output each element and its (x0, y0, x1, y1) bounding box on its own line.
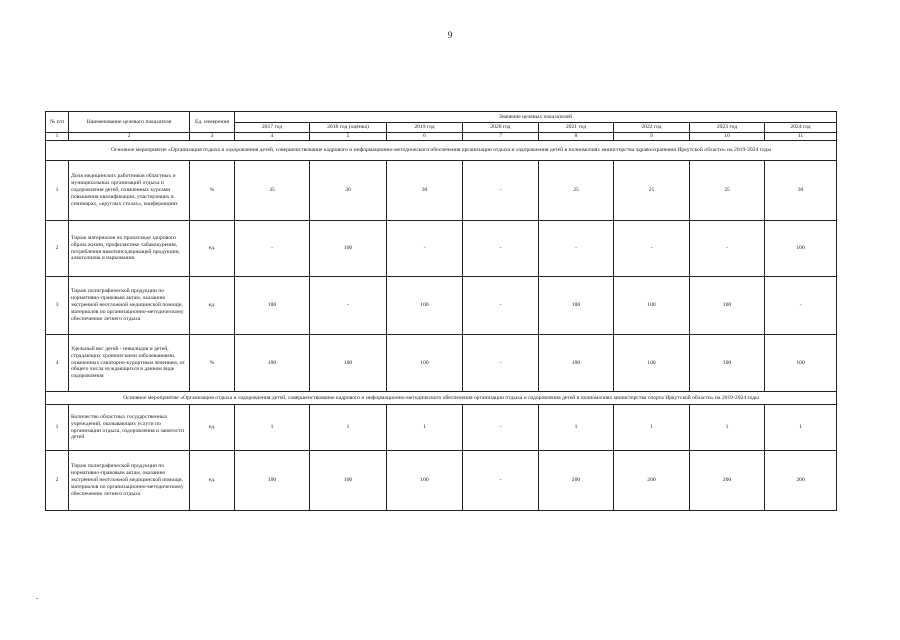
value-cell: 30 (765, 161, 837, 221)
value-cell: 100 (235, 335, 310, 392)
table-row (46, 277, 837, 335)
table-row (46, 451, 837, 511)
header-name: Наименование целевого показателя (69, 112, 190, 133)
value-cell: 25 (539, 161, 614, 221)
value-cell: - (310, 277, 387, 335)
value-cell: - (463, 161, 539, 221)
unit-cell: ед. (190, 277, 235, 335)
value-cell: 100 (539, 277, 614, 335)
header-unit: Ед. измерения (190, 112, 235, 133)
value-cell: 100 (310, 335, 387, 392)
value-cell: - (235, 221, 310, 277)
value-cell: 1 (614, 405, 690, 451)
column-number: 9 (614, 133, 690, 141)
row-num: 2 (46, 451, 69, 511)
value-cell: 200 (539, 451, 614, 511)
value-cell: 35 (235, 161, 310, 221)
indicator-name: Тираж полиграфической продукции по нормативно-правовым актам, оказанию экстренной неотложной медицинской помощи, материалов по организационно-методическому обеспечению летнего отдыха (69, 277, 190, 335)
column-number: 3 (190, 133, 235, 141)
table-row (46, 161, 837, 221)
value-cell: 30 (310, 161, 387, 221)
column-number: 1 (46, 133, 69, 141)
row-num: 3 (46, 277, 69, 335)
section-row (46, 392, 837, 405)
value-cell: 100 (235, 277, 310, 335)
column-number: 11 (765, 133, 837, 141)
section-row (46, 141, 837, 161)
table-row (46, 335, 837, 392)
row-num: 1 (46, 405, 69, 451)
value-cell: 100 (387, 451, 463, 511)
header-year: 2018 год (оценка) (310, 123, 387, 133)
value-cell: 100 (387, 277, 463, 335)
value-cell: - (539, 221, 614, 277)
value-cell: - (463, 451, 539, 511)
header-num: № п/п (46, 112, 69, 133)
header-year: 2019 год (387, 123, 463, 133)
row-num: 2 (46, 221, 69, 277)
value-cell: - (463, 221, 539, 277)
column-number: 5 (310, 133, 387, 141)
row-num: 1 (46, 161, 69, 221)
value-cell: 1 (765, 405, 837, 451)
value-cell: 25 (690, 161, 765, 221)
column-number-row (46, 133, 837, 141)
unit-cell: % (190, 161, 235, 221)
column-number: 10 (690, 133, 765, 141)
indicator-name: Удельный вес детей - инвалидов и детей, страдающих хроническими заболеваниями, охваченных санаторно-курортным лечением, от общего числа нуждающихся в данном виде оздоровления (69, 335, 190, 392)
value-cell: 1 (387, 405, 463, 451)
value-cell: 100 (235, 451, 310, 511)
value-cell: 200 (765, 451, 837, 511)
column-number: 6 (387, 133, 463, 141)
value-cell: - (463, 277, 539, 335)
unit-cell: ед. (190, 451, 235, 511)
header-year: 2023 год (690, 123, 765, 133)
value-cell: - (387, 221, 463, 277)
unit-cell: ед. (190, 405, 235, 451)
value-cell: - (463, 335, 539, 392)
value-cell: 1 (539, 405, 614, 451)
value-cell: 100 (387, 335, 463, 392)
value-cell: - (614, 221, 690, 277)
unit-cell: % (190, 335, 235, 392)
value-cell: - (463, 405, 539, 451)
section-title: Основное мероприятие «Организация отдыха и оздоровления детей, совершенствование кадрового и информационно-методического обеспечения организации отдыха и оздоровления детей в полномочиях министерства здравоохранения Иркутской области» на 2019-2024 годы (46, 141, 837, 161)
value-cell: 100 (690, 335, 765, 392)
header-year: 2020 год (463, 123, 539, 133)
column-number: 4 (235, 133, 310, 141)
value-cell: 100 (690, 277, 765, 335)
section-title: Основное мероприятие «Организация отдыха и оздоровления детей, совершенствование кадрового и информационно-методического обеспечения организации отдыха и оздоровления детей в полномочиях министерства спорта Иркутской области» на 2019-2024 годы (46, 392, 837, 405)
column-number: 8 (539, 133, 614, 141)
table-row (46, 405, 837, 451)
scan-speck (36, 598, 38, 599)
value-cell: 100 (310, 451, 387, 511)
value-cell: 1 (310, 405, 387, 451)
header-year: 2017 год (235, 123, 310, 133)
table-row (46, 221, 837, 277)
value-cell: 100 (310, 221, 387, 277)
value-cell: 100 (765, 335, 837, 392)
unit-cell: ед. (190, 221, 235, 277)
value-cell: - (765, 277, 837, 335)
header-year: 2022 год (614, 123, 690, 133)
value-cell: 100 (614, 335, 690, 392)
target-indicators-table (45, 111, 837, 511)
header-values-group: Значение целевых показателей (235, 112, 837, 123)
value-cell: 1 (235, 405, 310, 451)
row-num: 4 (46, 335, 69, 392)
header-year: 2024 год (765, 123, 837, 133)
value-cell: 30 (387, 161, 463, 221)
value-cell: 200 (614, 451, 690, 511)
indicator-name: Тираж материалов по пропаганде здорового образа жизни, профилактике табакокурения, потребления никотинсодержащей продукции, алкоголизма и наркомании (69, 221, 190, 277)
value-cell: - (690, 221, 765, 277)
indicator-name: Тираж полиграфической продукции по нормативно-правовым актам, оказанию экстренной неотложной медицинской помощи, материалов по организационно-методическому обеспечению летнего отдыха (69, 451, 190, 511)
column-number: 7 (463, 133, 539, 141)
value-cell: 1 (690, 405, 765, 451)
value-cell: 200 (690, 451, 765, 511)
value-cell: 25 (614, 161, 690, 221)
column-number: 2 (69, 133, 190, 141)
value-cell: 100 (539, 335, 614, 392)
header-year: 2021 год (539, 123, 614, 133)
page-number: 9 (447, 30, 453, 40)
value-cell: 100 (614, 277, 690, 335)
indicator-name: Доля медицинских работников областных и муниципальных организаций отдыха и оздоровления детей, охваченных курсами повышения квалификации, участвующих в семинарах, «круглых столах», конференциях (69, 161, 190, 221)
indicator-name: Количество областных государственных учреждений, оказывающих услуги по организации отдыха, оздоровления и занятости детей (69, 405, 190, 451)
value-cell: 100 (765, 221, 837, 277)
